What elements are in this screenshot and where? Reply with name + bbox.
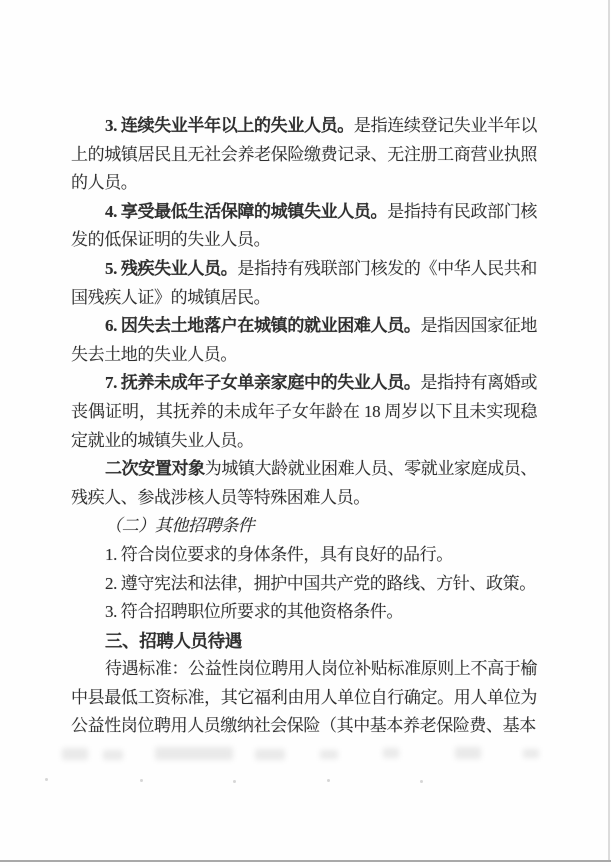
paragraph-benefit-standard: 待遇标准：公益性岗位聘用人岗位补贴标准原则上不高于榆中县最低工资标准，其它福利由用人单位自行确定。用人单位为公益性岗位聘用人员缴纳社会保险（其中基本养老保险费、基本 xyxy=(71,659,537,736)
scan-page-right-edge xyxy=(608,0,610,860)
paragraph-lead-5: 5. 残疾失业人员。 xyxy=(105,258,238,278)
paragraph-lost-land xyxy=(71,312,537,369)
paragraph-text-6: 是指因国家征地失去土地的失业人员。 xyxy=(71,316,538,364)
paragraph-text-4: 是指持有民政部门核发的低保证明的失业人员。 xyxy=(71,201,537,250)
scan-artifact xyxy=(233,780,236,783)
paragraph-secondary-placement xyxy=(71,455,537,512)
paragraph-lead-7: 7. 抚养未成年子女单亲家庭中的失业人员。 xyxy=(105,373,421,393)
scan-artifact xyxy=(320,750,338,759)
scan-artifact xyxy=(523,749,539,758)
subheading-other-recruit-conditions: （二）其他招聘条件 xyxy=(105,516,255,536)
scan-page-bottom-edge xyxy=(0,860,611,862)
scan-artifact xyxy=(103,750,123,760)
section-heading-benefits: 三、招聘人员待遇 xyxy=(105,630,242,651)
paragraph-minimum-living-allowance xyxy=(71,198,537,255)
scan-artifact xyxy=(140,779,143,782)
scan-artifact xyxy=(327,779,330,782)
paragraph-unemployed-half-year xyxy=(71,112,537,198)
paragraph-condition-1: 1. 符合岗位要求的身体条件，具有良好的品行。 xyxy=(105,544,453,564)
paragraph-lead-4: 4. 享受最低生活保障的城镇失业人员。 xyxy=(105,201,388,221)
scan-artifact xyxy=(155,747,233,760)
scan-artifact xyxy=(383,748,399,758)
paragraph-lead-secondary: 二次安置对象 xyxy=(105,459,205,479)
paragraph-condition-3: 3. 符合招聘职位所要求的其他资格条件。 xyxy=(105,602,403,622)
scan-artifact xyxy=(420,780,423,783)
scan-artifact xyxy=(255,749,285,760)
scan-artifact xyxy=(62,748,88,760)
document-body xyxy=(71,112,537,741)
paragraph-text-5: 是指持有残联部门核发的《中华人民共和国残疾人证》的城镇居民。 xyxy=(71,258,537,307)
paragraph-text-3: 是指连续登记失业半年以上的城镇居民且无社会养老保险缴费记录、无注册工商营业执照的人员。 xyxy=(71,116,537,193)
paragraph-lead-6: 6. 因失去土地落户在城镇的就业困难人员。 xyxy=(105,316,421,336)
paragraph-single-parent xyxy=(71,369,537,455)
paragraph-lead-3: 3. 连续失业半年以上的失业人员。 xyxy=(105,116,354,135)
paragraph-text-7: 是指持有离婚或丧偶证明，其抚养的未成年子女年龄在 18 周岁以下且未实现稳定就业的城镇失业人员。 xyxy=(71,373,538,450)
scan-artifact xyxy=(45,778,48,781)
paragraph-text-secondary: 为城镇大龄就业困难人员、零就业家庭成员、残疾人、参战涉核人员等特殊困难人员。 xyxy=(71,459,537,507)
scan-artifact xyxy=(455,747,481,759)
paragraph-condition-2: 2. 遵守宪法和法律，拥护中国共产党的路线、方针、政策。 xyxy=(105,573,536,593)
paragraph-disabled-unemployed xyxy=(71,255,537,312)
